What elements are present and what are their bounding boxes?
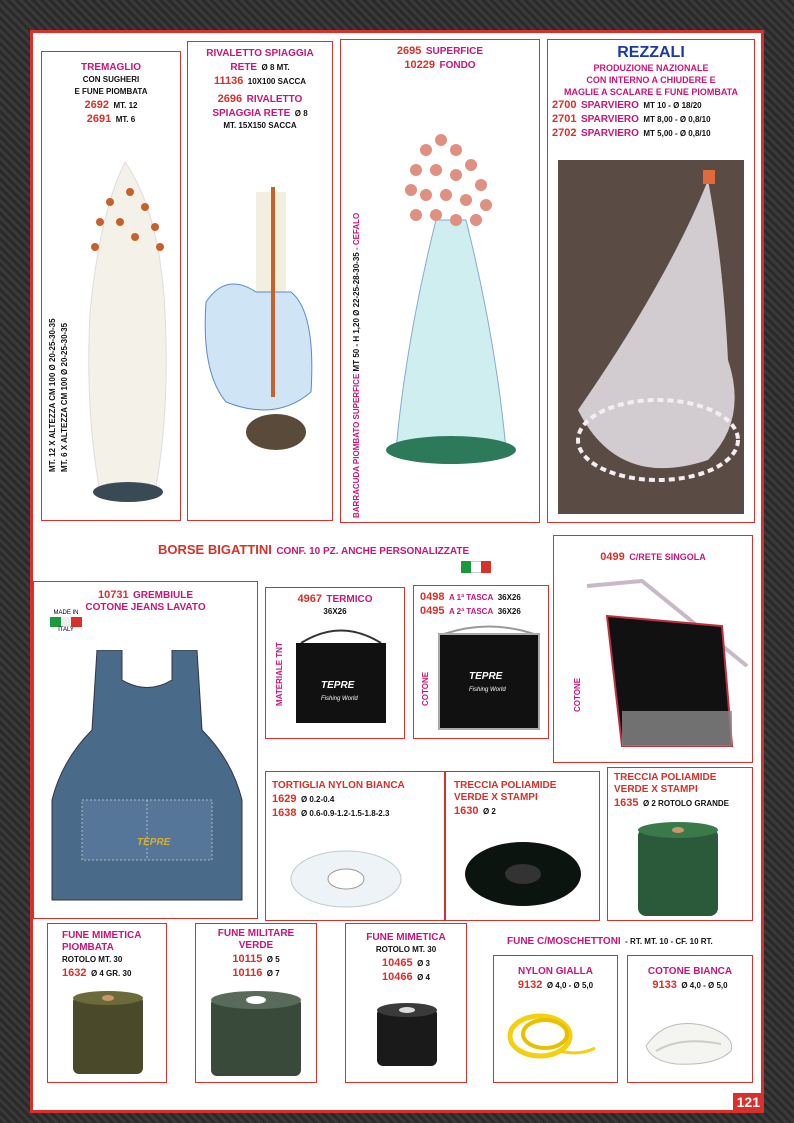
termico-label: TERMICO [326, 594, 373, 605]
fune-militare-title1: FUNE MILITARE [217, 928, 295, 939]
moschettoni-title: FUNE C/MOSCHETTONI [507, 936, 621, 947]
fune-piombata-title1: FUNE MIMETICA [62, 930, 142, 941]
fune-militare-item-1: 10116 Ø 7 [232, 967, 280, 979]
moschettoni-header [507, 931, 713, 949]
rezzali-item-2: 2702 SPARVIERO MT 5,00 - Ø 0,8/10 [552, 127, 711, 139]
fune-mimetica-line: ROTOLO MT. 30 [375, 945, 437, 954]
italy-flag [461, 561, 491, 573]
crete-box [553, 535, 753, 763]
tasca-item-0: 0498 A 1ª TASCA 36X26 [420, 591, 521, 603]
barracuda-label1: SUPERFICE [425, 46, 484, 57]
nylon-gialla-desc: Ø 4,0 - Ø 5,0 [546, 981, 594, 990]
cotone-bianca-title: COTONE BIANCA [647, 966, 733, 977]
treccia1-desc: Ø 2 [482, 807, 496, 816]
tremaglio-vertical-2: MT. 6 X ALTEZZA CM 100 Ø 20-25-30-35 [60, 322, 69, 472]
treccia1-box [445, 771, 600, 921]
tasca-brand: TEPRE [469, 671, 503, 682]
treccia1-title1: TRECCIA POLIAMIDE [454, 780, 557, 791]
rivaletto-title2c: Ø 8 [294, 109, 308, 118]
barracuda-box [340, 39, 540, 523]
borse-title: BORSE BIGATTINI [158, 542, 272, 557]
fune-mimetica-title: FUNE MIMETICA [366, 932, 446, 943]
rivaletto-box [187, 41, 333, 521]
rivaletto-desc1: 10X100 SACCA [247, 77, 307, 86]
fune-piombata-line: ROTOLO MT. 30 [62, 955, 123, 964]
tremaglio-item-0: 2692 MT. 12 [84, 99, 138, 111]
rezzali-item-1: 2701 SPARVIERO MT 8,00 - Ø 0,8/10 [552, 113, 711, 125]
tortiglia-box [265, 771, 445, 921]
rivaletto-net-image [196, 172, 326, 472]
rivaletto-title2: RIVALETTO [246, 94, 303, 105]
rezzali-net-image [558, 160, 744, 514]
rivaletto-desc2: MT. 15X150 SACCA [223, 121, 297, 130]
grembiule-label: GREMBIULE [133, 590, 194, 601]
rezzali-box [547, 39, 755, 523]
tremaglio-net-image [70, 152, 180, 512]
treccia2-title2: VERDE X STAMPI [614, 784, 698, 795]
fune-piombata-title2: PIOMBATA [62, 942, 114, 953]
barracuda-code2: 10229 [404, 59, 436, 71]
barracuda-vertical: BARRACUDA PIOMBATO SUPERFICE MT 50 - H 1,20 Ø 22-25-28-30-35 - CEFALO [352, 212, 361, 518]
made-in-label [50, 610, 82, 634]
fune-militare-item-0: 10115 Ø 5 [232, 953, 280, 965]
cotone-bianca-box [627, 955, 753, 1083]
barracuda-label2: FONDO [439, 60, 476, 71]
fune-piombata-code: 1632 [62, 967, 87, 979]
tortiglia-title: TORTIGLIA NYLON BIANCA [272, 780, 405, 791]
treccia1-title2: VERDE X STAMPI [454, 792, 538, 803]
tremaglio-line2: E FUNE PIOMBATA [74, 87, 148, 96]
nylon-gialla-box [493, 955, 618, 1083]
termico-size: 36X26 [323, 607, 347, 616]
treccia2-box [607, 767, 753, 921]
treccia1-code: 1630 [454, 805, 479, 817]
fune-piombata-spool-image [68, 988, 148, 1078]
termico-box [265, 587, 405, 739]
treccia2-spool-image [628, 818, 728, 918]
nylon-gialla-code: 9132 [517, 979, 543, 991]
tortiglia-item-0: 1629 Ø 0.2-0.4 [272, 793, 335, 805]
italy-text: ITALY [58, 627, 74, 633]
rivaletto-title1b: RETE [230, 62, 258, 73]
grembiule-box [33, 581, 258, 919]
termico-brand-sub: Fishing World [321, 696, 358, 702]
catalog-page [30, 30, 764, 1113]
fune-mimetica-spool-image [372, 1000, 442, 1070]
grembiule-line2: COTONE JEANS LAVATO [85, 602, 206, 613]
borse-header [158, 541, 469, 559]
tasca-vertical: COTONE [421, 671, 430, 706]
cotone-bianca-desc: Ø 4,0 - Ø 5,0 [681, 981, 728, 990]
rivaletto-title2b: SPIAGGIA RETE [212, 108, 291, 119]
rivaletto-title1: RIVALETTO SPIAGGIA [206, 48, 314, 59]
treccia2-code: 1635 [614, 797, 639, 809]
barracuda-code1: 2695 [396, 45, 422, 57]
grembiule-code: 10731 [97, 589, 129, 601]
crete-label: C/RETE SINGOLA [629, 552, 706, 562]
moschettoni-desc: - RT. MT. 10 - CF. 10 RT. [625, 937, 713, 946]
made-in-text: MADE IN [53, 610, 79, 616]
rezzali-line1: PRODUZIONE NAZIONALE [593, 63, 709, 73]
treccia1-spool-image [458, 834, 588, 914]
tremaglio-line1: CON SUGHERI [82, 75, 140, 84]
crete-code: 0499 [600, 551, 625, 563]
tortiglia-item-1: 1638 Ø 0.6-0.9-1.2-1.5-1.8-2.3 [272, 807, 390, 819]
termico-bag-image [291, 628, 391, 728]
rivaletto-title1c: Ø 8 MT. [261, 63, 290, 72]
fune-militare-title2: VERDE [238, 940, 274, 951]
borse-subtitle: CONF. 10 PZ. ANCHE PERSONALIZZATE [276, 546, 470, 557]
rivaletto-code1: 11136 [213, 75, 244, 87]
termico-vertical: MATERIALE TNT [275, 642, 284, 706]
fune-mimetica-item-1: 10466 Ø 4 [382, 971, 430, 983]
page-number: 121 [733, 1093, 764, 1111]
nylon-gialla-title: NYLON GIALLA [518, 966, 593, 977]
nylon-gialla-rope-image [500, 1006, 610, 1076]
fune-piombata-desc: Ø 4 GR. 30 [90, 969, 132, 978]
rivaletto-code2: 2696 [217, 93, 243, 105]
tasca-bag-image [434, 624, 544, 734]
crete-bag-image [582, 576, 752, 756]
barracuda-net-image [366, 90, 536, 500]
cotone-bianca-rope-image [636, 1006, 746, 1076]
treccia2-title1: TRECCIA POLIAMIDE [614, 772, 717, 783]
tremaglio-box [41, 51, 181, 521]
fune-mimetica-item-0: 10465 Ø 3 [382, 957, 430, 969]
fune-militare-box [195, 923, 317, 1083]
rezzali-title: REZZALI [617, 44, 685, 61]
fune-piombata-box [47, 923, 167, 1083]
fune-militare-spool-image [206, 988, 306, 1078]
rezzali-line3: MAGLIE A SCALARE E FUNE PIOMBATA [564, 87, 738, 97]
rezzali-item-0: 2700 SPARVIERO MT 10 - Ø 18/20 [552, 99, 702, 111]
tremaglio-item-1: 2691 MT. 6 [86, 113, 136, 125]
cotone-bianca-code: 9133 [652, 979, 677, 991]
tasca-item-1: 0495 A 2ª TASCA 36X26 [420, 605, 521, 617]
crete-vertical: COTONE [573, 677, 582, 712]
tasca-box [413, 585, 549, 739]
treccia2-desc: Ø 2 ROTOLO GRANDE [642, 799, 730, 808]
tasca-brand-sub: Fishing World [469, 687, 506, 693]
apron-image [42, 650, 252, 910]
tremaglio-title: TREMAGLIO [81, 62, 141, 73]
termico-brand: TEPRE [321, 680, 355, 691]
tremaglio-vertical-1: MT. 12 X ALTEZZA CM 100 Ø 20-25-30-35 [48, 318, 57, 472]
apron-brand: TEPRE [137, 837, 171, 848]
termico-code: 4967 [297, 593, 322, 605]
fune-mimetica-box [345, 923, 467, 1083]
rezzali-line2: CON INTERNO A CHIUDERE E [586, 75, 716, 85]
tortiglia-spool-image [286, 844, 406, 914]
